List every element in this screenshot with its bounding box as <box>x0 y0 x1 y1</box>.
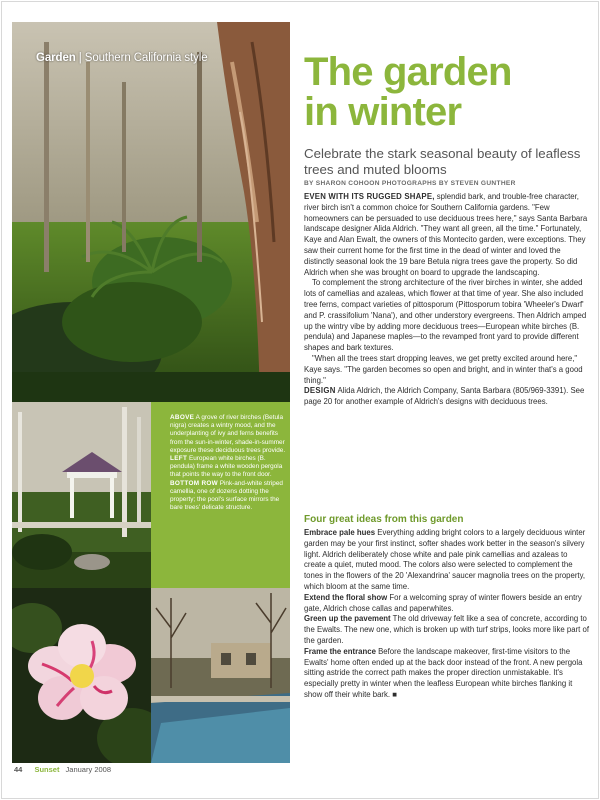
idea-item: Embrace pale hues Everything adding bright colors to a largely deciduous winter garden may be your first instinct, softer shades work better in the season's silvery light. Aldrich deliberately chose white and pale pink camellias and azaleas to create a quiet, muted mood. The colors also were selected to complement the tones in the flowers of the 20 'Alexandrina' saucer magnolia trees on the property, which bloom at the same time. <box>304 528 586 591</box>
idea-item: Extend the floral show For a welcoming spray of winter flowers beside an entry gate, Aldrich chose callas and paperwhites. <box>304 592 582 613</box>
camellia-photo <box>12 588 151 763</box>
page-number: 44 <box>14 765 23 774</box>
body-paragraph: To complement the strong architecture of the river birches in winter, she added lots of camellias and azaleas, which flower at that time of year. She also included tree ferns, compact varieties of pittosporum (Pittosporum tobira 'Wheeler's Dwarf' and P. crassifolium 'Nana'), and other understory evergreens. Then Aldrich amped up the wintry vibe by adding more deciduous trees—European white birches (B. pendula) and Japanese maples—to the revamped front yard to provide different shapes and bark textures. <box>304 278 587 353</box>
article-body <box>304 192 590 408</box>
body-paragraph: "When all the trees start dropping leaves, we get pretty excited around here," Kaye says. "The garden becomes so open and bright, and in winter that's a good thing." <box>304 353 583 385</box>
issue-date: January 2008 <box>65 765 111 774</box>
folio <box>14 765 111 774</box>
page-title: The garden in winter <box>304 50 512 134</box>
river-birch-grove-photo <box>12 22 290 402</box>
ideas-heading: Four great ideas from this garden <box>304 514 464 525</box>
design-credit: DESIGN Alida Aldrich, the Aldrich Company, Santa Barbara (805/969-3391). See page 20 for another example of Aldrich's designs with deciduous trees. <box>304 386 585 407</box>
section-label: Garden | Southern California style <box>36 52 208 64</box>
body-paragraph: EVEN WITH ITS RUGGED SHAPE, splendid bark, and trouble-free character, river birch isn't a common choice for Southern California gardens. "Few homeowners can be persuaded to use deciduous trees here," says Santa Barbara landscape designer Alida Aldrich. "They want all green, all the time." Fortunately, Kaye and Alan Ewalt, the owners of this Montecito garden, were exceptions. They saw their current home for the first time in the dead of winter and loved the distinctly seasonal look the 19 bare Betula nigra trees gave the property. So did Aldrich when she was brought on board to upgrade the landscaping. <box>304 192 588 277</box>
pool-photo <box>151 588 290 763</box>
pergola-photo <box>12 402 151 588</box>
photo-caption: ABOVE A grove of river birches (Betula nigra) creates a wintry mood, and the underplanting of ivy and ferns benefits from the sun-in-winter, shade-in-summer exposure these deciduous trees provide. LEFT European white birches (B. pendula) frame a white wooden pergola that points the way to the front door. BOTTOM ROW Pink-and-white striped camellia, one of dozens dotting the property; the pool's surface mirrors the bare trees' delicate structure. <box>170 414 286 512</box>
dek: Celebrate the stark seasonal beauty of leafless trees and muted blooms <box>304 146 581 177</box>
idea-item: Green up the pavement The old driveway felt like a sea of concrete, according to the Ewalts. The new one, which is broken up with turf strips, looks more like part of the garden. <box>304 614 590 645</box>
idea-item: Frame the entrance Before the landscape makeover, first-time visitors to the Ewalts' home often ended up at the back door instead of the front. A new pergola sitting astride the correct path makes the proper direction unmistakable. It's especially pretty in winter when the leafless European white birches flanking it show off their white bark. ■ <box>304 646 583 699</box>
ideas-list <box>304 528 590 701</box>
byline: BY SHARON COHOON PHOTOGRAPHS BY STEVEN GUNTHER <box>304 180 516 187</box>
magazine-name: Sunset <box>34 765 60 774</box>
